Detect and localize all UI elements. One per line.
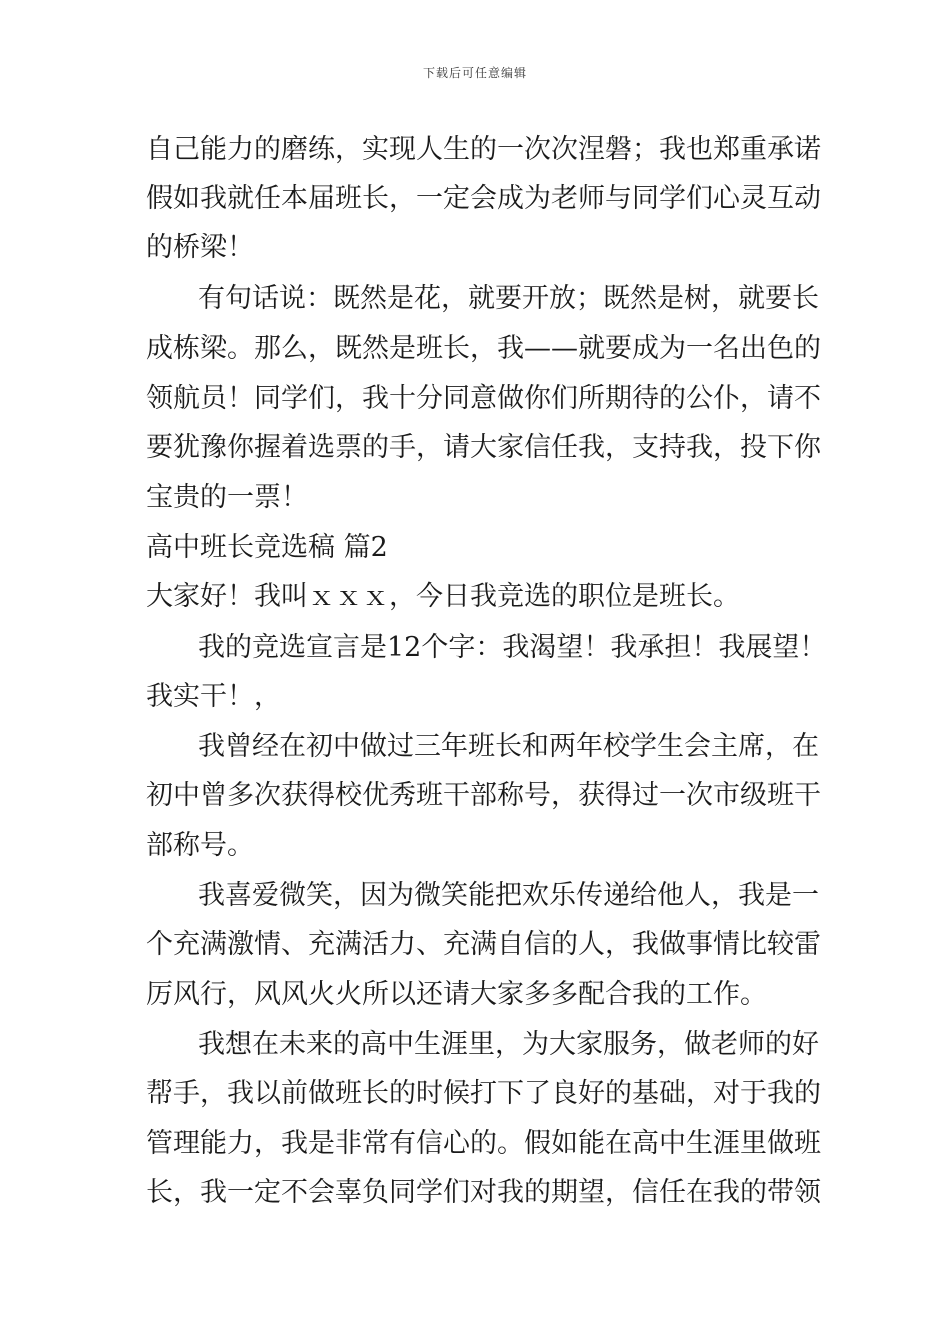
text-line: 成栋梁。那么，既然是班长，我——就要成为一名出色的 — [146, 333, 821, 364]
text-line: 帮手，我以前做班长的时候打下了良好的基础，对于我的 — [146, 1078, 821, 1109]
text-line: 初中曾多次获得校优秀班干部称号，获得过一次市级班干 — [146, 780, 821, 811]
section-heading: 高中班长竞选稿 篇2 — [146, 532, 388, 563]
text-line: 长，我一定不会辜负同学们对我的期望，信任在我的带领 — [146, 1177, 821, 1208]
text-line: 的桥梁！ — [146, 232, 254, 263]
paragraph-first-line: 我曾经在初中做过三年班长和两年校学生会主席，在 — [198, 731, 819, 762]
paragraph-first-line: 我喜爱微笑，因为微笑能把欢乐传递给他人，我是一 — [198, 880, 819, 911]
text-line: 自己能力的磨练，实现人生的一次次涅磐；我也郑重承诺 — [146, 134, 821, 165]
text-line: 大家好！我叫ｘｘｘ，今日我竞选的职位是班长。 — [146, 581, 740, 612]
paragraph-first-line: 有句话说：既然是花，就要开放；既然是树，就要长 — [198, 283, 819, 314]
text-line: 假如我就任本届班长，一定会成为老师与同学们心灵互动 — [146, 183, 821, 214]
text-line: 个充满激情、充满活力、充满自信的人，我做事情比较雷 — [146, 929, 821, 960]
text-line: 我实干！， — [146, 681, 281, 712]
text-line: 部称号。 — [146, 830, 254, 861]
paragraph-first-line: 我的竞选宣言是12个字：我渴望！我承担！我展望！ — [198, 632, 827, 663]
header-note: 下载后可任意编辑 — [422, 66, 527, 80]
text-line: 厉风行，风风火火所以还请大家多多配合我的工作。 — [146, 979, 767, 1010]
text-line: 管理能力，我是非常有信心的。假如能在高中生涯里做班 — [146, 1128, 821, 1159]
text-line: 要犹豫你握着选票的手，请大家信任我，支持我，投下你 — [146, 432, 821, 463]
paragraph-first-line: 我想在未来的高中生涯里，为大家服务，做老师的好 — [198, 1029, 819, 1060]
text-line: 领航员！同学们，我十分同意做你们所期待的公仆，请不 — [146, 383, 821, 414]
text-line: 宝贵的一票！ — [146, 482, 308, 513]
